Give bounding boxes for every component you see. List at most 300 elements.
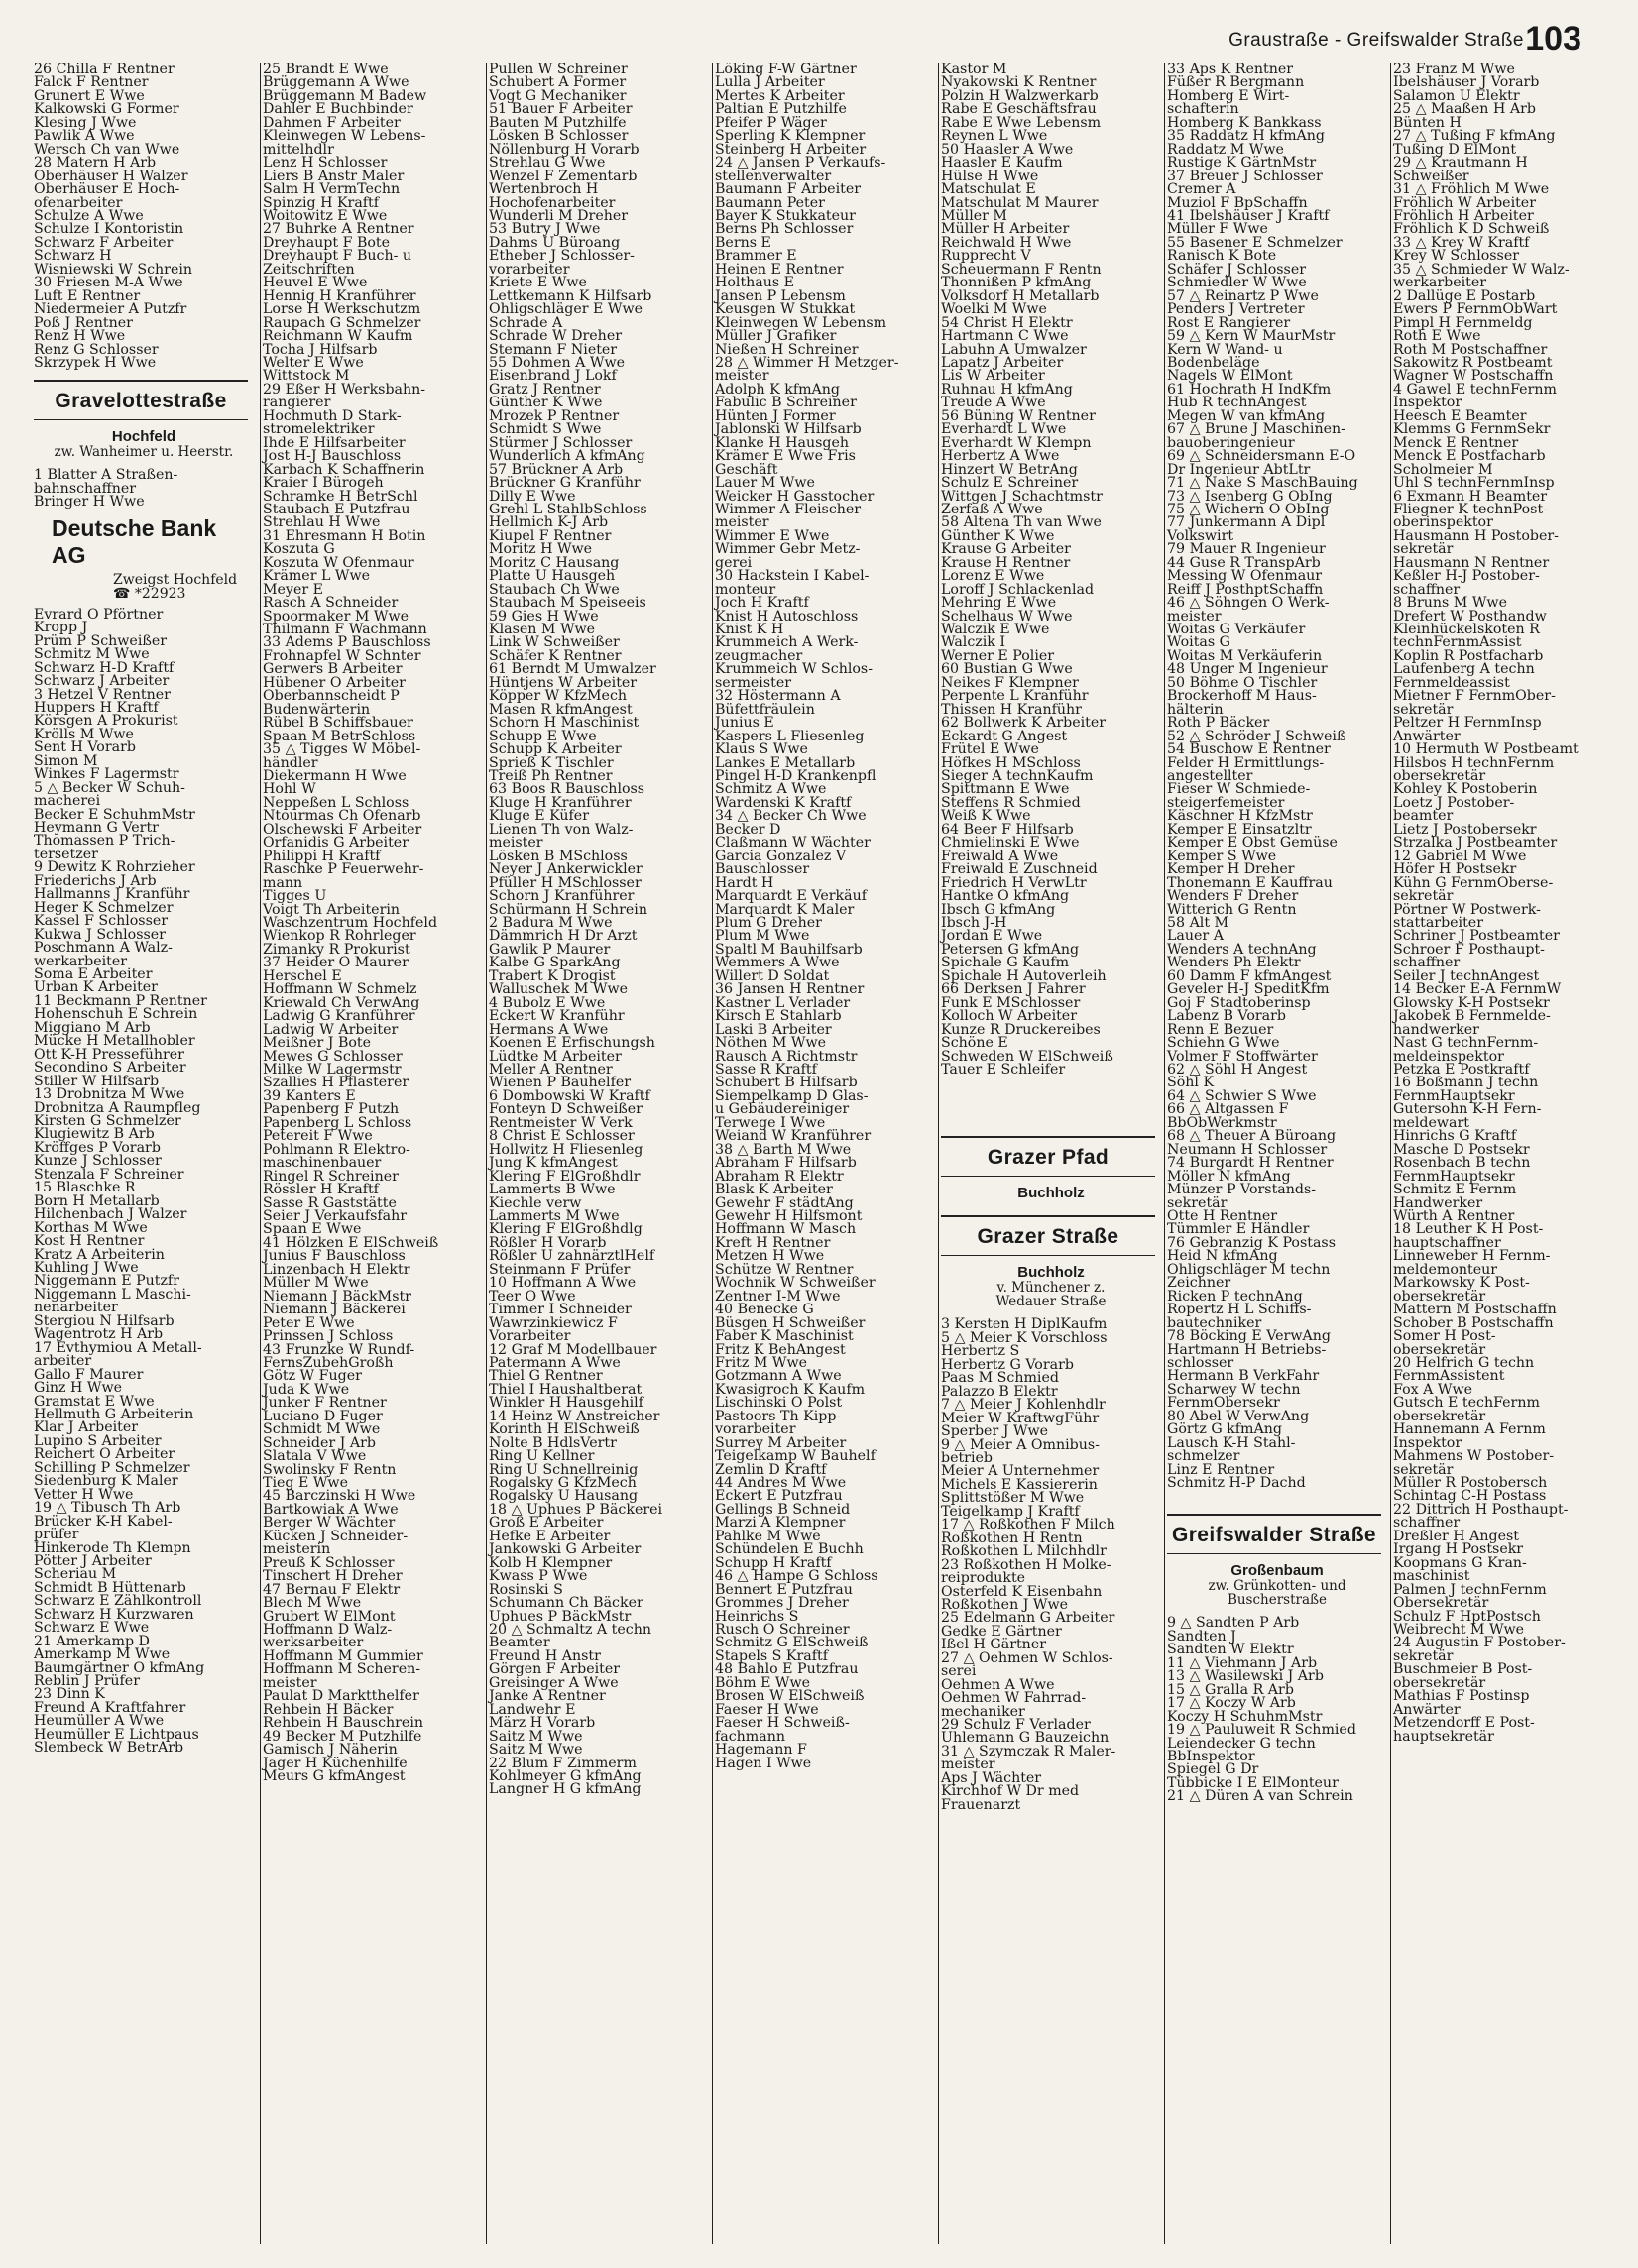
directory-entry: Wertenbroch H [489, 181, 599, 198]
directory-entry: Krey W Schlosser [1393, 248, 1520, 265]
directory-entry: meldewart [1393, 1114, 1469, 1131]
directory-entry: 10 Hermuth W Postbeamt [1393, 741, 1579, 758]
directory-entry: schafterin [1167, 101, 1239, 118]
directory-entry: Kleinwegen W Lebensm [715, 314, 887, 331]
directory-entry: Chmielinski E Wwe [941, 835, 1080, 851]
directory-entry: Brüggemann A Wwe [263, 74, 410, 91]
directory-entry: Menck E Rentner [1393, 434, 1519, 451]
directory-entry: Perpente L Kranführ [941, 688, 1089, 705]
directory-entry: Kaspers L Fliesenleg [715, 728, 865, 744]
directory-entry: Pimpl H Fernmeldg [1393, 314, 1533, 331]
directory-entry: Ruhnau H kfmAng [941, 381, 1073, 397]
directory-entry: obersekretär [1393, 1341, 1486, 1358]
directory-entry: Rössler H Kraftf [263, 1182, 379, 1198]
directory-entry: Niemann J BäckMstr [263, 1288, 411, 1304]
directory-entry: Skrzypek H Wwe [34, 354, 157, 371]
directory-entry: Menck E Postfacharb [1393, 448, 1546, 465]
directory-entry: Janke A Rentner [489, 1688, 606, 1705]
directory-entry: 60 Damm F kfmAngest [1167, 967, 1332, 984]
directory-entry: Labuhn A Umwalzer [941, 341, 1087, 358]
directory-entry: Secondino S Arbeiter [34, 1060, 186, 1077]
directory-entry: Schmiedler W Wwe [1167, 275, 1307, 291]
directory-entry: Diekermann H Wwe [263, 768, 407, 785]
directory-entry: Weicker H Gasstocher [715, 488, 875, 505]
directory-entry: Kern W Wand- u [1167, 341, 1283, 358]
directory-entry: Schweißer [1393, 168, 1469, 184]
directory-entry: Brückner G Kranführ [489, 475, 641, 492]
directory-entry: Bartkowiak A Wwe [263, 1501, 399, 1518]
directory-entry: Löking F-W Gärtner [715, 63, 857, 77]
entry-list [34, 606, 254, 1757]
directory-entry: Oberbannscheidt P [263, 688, 400, 705]
directory-entry: Friederichs J Arb [34, 872, 157, 889]
directory-entry: Hoffmann D Walz- [263, 1622, 393, 1639]
directory-entry: nenarbeiter [34, 1300, 118, 1316]
entry-list [34, 63, 254, 370]
directory-entry: Dr Ingenieur AbtLtr [1167, 461, 1311, 478]
directory-entry: Lupino S Arbeiter [34, 1432, 162, 1449]
directory-entry: Kwass P Wwe [489, 1568, 588, 1585]
directory-entry: Lüdtke M Arbeiter [489, 1048, 622, 1065]
directory-entry: Wardenski K Kraftf [715, 794, 852, 811]
directory-entry: Reiff J PosthptSchaffn [1167, 581, 1324, 598]
directory-entry: Klaus S Wwe [715, 741, 808, 758]
directory-entry: Michels E Kassiererin [941, 1476, 1098, 1493]
directory-entry: 58 Altena Th van Wwe [941, 514, 1102, 531]
directory-entry: 60 Bustian G Wwe [941, 661, 1073, 678]
directory-entry: Büsgen H Schweißer [715, 1314, 866, 1331]
directory-entry: Abraham F Hilfsarb [715, 1155, 857, 1172]
directory-entry: 22 Blum F Zimmerm [489, 1755, 637, 1771]
directory-entry: Raddatz M Wwe [1167, 141, 1284, 158]
directory-entry: Matschulat M Maurer [941, 194, 1099, 211]
directory-entry: Anwärter [1393, 1701, 1461, 1718]
directory-entry: Pörtner W Postwerk- [1393, 901, 1541, 918]
directory-entry: Jordan E Wwe [941, 928, 1043, 945]
directory-entry: Gamisch J Näherin [263, 1742, 398, 1758]
directory-entry: 43 Frunzke W Rundf- [263, 1341, 415, 1358]
directory-entry: 15 Blaschke R [34, 1180, 136, 1196]
directory-entry: Uhl S technFernmInsp [1393, 475, 1555, 492]
directory-entry: Koszuta G [263, 541, 335, 558]
directory-entry: Masen R kfmAngest [489, 701, 633, 718]
directory-entry: 45 Barczinski H Wwe [263, 1488, 416, 1505]
directory-entry: Matschulat E [941, 181, 1036, 198]
directory-entry: Krölls M Wwe [34, 726, 134, 742]
directory-entry: schaffner [1393, 581, 1461, 598]
directory-entry: Schmitz E Fernm [1393, 1182, 1517, 1198]
directory-entry: 14 Becker E-A FernmW [1393, 981, 1562, 998]
directory-entry: Heesch E Beamter [1393, 407, 1527, 424]
directory-entry: stromelektriker [263, 421, 375, 438]
directory-entry: Kohley K Postoberin [1393, 781, 1538, 798]
directory-entry: 46 △ Hampe G Schloss [715, 1568, 878, 1585]
bank-branch: Zweigst Hochfeld [113, 571, 238, 588]
directory-entry: vorarbeiter [489, 261, 570, 278]
directory-entry: FernmHauptsekr [1393, 1168, 1515, 1185]
directory-entry: Juda K Wwe [263, 1381, 350, 1398]
directory-entry: Lulla J Arbeiter [715, 74, 825, 91]
directory-entry: Hohenschuh E Schrein [34, 1006, 198, 1023]
directory-entry: Kratz A Arbeiterin [34, 1246, 165, 1263]
directory-entry: Frütel E Wwe [941, 741, 1039, 758]
directory-entry: Spiegel G Dr [1167, 1761, 1259, 1778]
directory-entry: Schürmann H Schrein [489, 901, 647, 918]
directory-entry: Heuvel E Wwe [263, 275, 368, 291]
directory-entry: Ropertz H L Schiffs- [1167, 1302, 1312, 1318]
directory-entry: 33 Aps K Rentner [1167, 63, 1294, 77]
directory-entry: Masche D Postsekr [1393, 1141, 1530, 1158]
directory-entry: 61 Hochrath H IndKfm [1167, 381, 1332, 397]
directory-entry: Everhardt L Wwe [941, 421, 1067, 438]
directory-entry: Bodenbeläge [1167, 354, 1260, 371]
directory-entry: Thissen H Kranführ [941, 701, 1082, 718]
directory-entry: Meller A Rentner [489, 1061, 613, 1077]
directory-entry: Plum M Wwe [715, 928, 810, 945]
directory-entry: Kluge E Küfer [489, 808, 589, 825]
directory-entry: 4 Bubolz E Wwe [489, 994, 606, 1011]
directory-entry: Budenwärterin [263, 701, 371, 718]
directory-entry: Weiß K Wwe [941, 808, 1031, 825]
directory-entry: Meyer E [263, 581, 323, 598]
directory-entry: 40 Benecke G [715, 1302, 814, 1318]
street-heading-grazer-pfad: Grazer Pfad [941, 1136, 1155, 1177]
directory-entry: Heinrichs S [715, 1608, 799, 1625]
directory-entry: Berger W Wächter [263, 1515, 396, 1531]
directory-entry: Wenders A technAng [1167, 941, 1317, 958]
directory-entry: Schupp K Arbeiter [489, 741, 622, 758]
directory-entry: 73 △ Isenberg G ObIng [1167, 488, 1333, 505]
directory-entry: Joch H Kraftf [715, 595, 809, 612]
directory-entry: Palazzo B Elektr [941, 1383, 1058, 1400]
directory-entry: Höfer H Postsekr [1393, 861, 1517, 878]
directory-entry: Vorarbeiter [489, 1328, 571, 1345]
directory-entry: Markowsky K Post- [1393, 1275, 1530, 1292]
directory-entry: Moritz C Hausang [489, 554, 620, 571]
directory-entry: 24 Augustin F Postober- [1393, 1635, 1566, 1651]
directory-entry: Lietz J Postobersekr [1393, 821, 1537, 838]
directory-entry: Ott K-H Presseführer [34, 1046, 184, 1063]
directory-entry: serei [941, 1663, 977, 1680]
directory-entry: Ohligschläger E Wwe [489, 301, 644, 318]
directory-entry: Thilmann F Wachmann [263, 622, 427, 638]
directory-entry: Schorn H Maschinist [489, 715, 640, 732]
directory-entry: Dahms U Büroang [489, 234, 621, 251]
directory-entry: Schäfer K Rentner [489, 647, 622, 664]
directory-entry: Wenzel F Zementarb [489, 168, 638, 184]
directory-entry: Tocha J Hilfsarb [263, 341, 378, 358]
directory-entry: Steinberg H Arbeiter [715, 141, 867, 158]
directory-entry: Hantke O kfmAng [941, 888, 1070, 905]
directory-entry: Schelhaus W Wwe [941, 608, 1073, 624]
directory-entry: u Gebäudereiniger [715, 1101, 850, 1118]
directory-entry: Lenz H Schlosser [263, 155, 388, 171]
directory-entry: Hefke E Arbeiter [489, 1528, 611, 1544]
entry-list [1167, 1617, 1387, 1803]
directory-entry: Schupp H Kraftf [715, 1554, 832, 1571]
directory-entry: Rusch O Schreiner [715, 1622, 850, 1639]
directory-entry: Strzalka J Postbeamter [1393, 835, 1558, 851]
directory-entry: Gratz J Rentner [489, 381, 601, 397]
directory-entry: 48 Unger M Ingenieur [1167, 661, 1328, 678]
directory-entry: Reblin J Prüfer [34, 1673, 140, 1690]
directory-entry: Terwege I Wwe [715, 1114, 826, 1131]
directory-entry: 18 Leuther K H Post- [1393, 1221, 1544, 1238]
directory-entry: Hausmann H Postober- [1393, 527, 1559, 544]
directory-entry: Handwerker [1393, 1194, 1483, 1211]
directory-entry: Bayer K Stukkateur [715, 207, 856, 224]
directory-entry: handwerker [1393, 1021, 1479, 1038]
directory-entry: 54 Buschow E Rentner [1167, 741, 1331, 758]
directory-entry: Kreft H Rentner [715, 1234, 831, 1251]
directory-entry: Korthas M Wwe [34, 1219, 148, 1236]
directory-entry: Plum G Dreher [715, 915, 822, 931]
directory-entry: Bauten M Putzhilfe [489, 114, 627, 131]
directory-entry: Inspektor [1393, 1434, 1462, 1451]
directory-entry: Reichmann W Kaufm [263, 328, 413, 345]
directory-entry: Weibrecht M Wwe [1393, 1622, 1525, 1639]
directory-entry: meisterin [263, 1541, 331, 1558]
directory-entry: 2 Dallüge E Postarb [1393, 287, 1536, 304]
directory-entry: Renz H Wwe [34, 328, 126, 345]
directory-entry: 52 △ Schröder J Schweiß [1167, 728, 1346, 744]
directory-entry: Thomassen P Trich- [34, 833, 176, 850]
directory-entry: 58 Alt M [1167, 915, 1229, 931]
directory-entry: Kalbe G SparkAng [489, 955, 621, 971]
directory-entry: Hoffmann W Masch [715, 1221, 857, 1238]
directory-entry: Hinrichs G Kraftf [1393, 1128, 1517, 1145]
directory-entry: 14 Heinz W Anstreicher [489, 1408, 660, 1424]
directory-entry: Claßmann W Wächter [715, 835, 871, 851]
directory-entry: Gewehr F städtAng [715, 1194, 854, 1211]
directory-entry: Gutsch E techFernm [1393, 1395, 1540, 1412]
entry-list [1167, 63, 1387, 1490]
directory-entry: Klanke H Hausgeh [715, 434, 849, 451]
directory-entry: Homberg E Wirt- [1167, 87, 1290, 104]
directory-entry: schmelzer [1167, 1448, 1240, 1465]
directory-entry: Buschmeier B Post- [1393, 1661, 1533, 1678]
directory-entry: Hagen I Wwe [715, 1755, 812, 1771]
directory-entry: Rößler U zahnärztlHelf [489, 1248, 655, 1265]
directory-entry: Kleinhückelskoten R [1393, 622, 1540, 638]
directory-entry: Sasse R Kraftf [715, 1061, 817, 1077]
directory-entry: Haasler E Kaufm [941, 155, 1063, 171]
directory-entry: Messing W Ofenmaur [1167, 568, 1323, 585]
directory-entry: 18 △ Uphues P Bäckerei [489, 1501, 663, 1518]
directory-entry: Landwehr E [489, 1701, 576, 1718]
directory-entry: Metzendorff E Post- [1393, 1715, 1535, 1732]
directory-entry: Rosinski S [489, 1581, 563, 1598]
directory-entry: Rabe E Geschäftsfrau [941, 101, 1097, 118]
directory-entry: werksarbeiter [263, 1635, 364, 1651]
directory-entry: Fröhlich H Arbeiter [1393, 207, 1534, 224]
directory-entry: Schiehn G Wwe [1167, 1035, 1280, 1052]
directory-entry: Hünten J Former [715, 407, 836, 424]
directory-entry: Görtz G kfmAng [1167, 1421, 1282, 1438]
directory-entry: 38 △ Barth M Wwe [715, 1141, 852, 1158]
directory-entry: Hülse H Wwe [941, 168, 1039, 184]
directory-entry: Niedermeier A Putzfr [34, 301, 187, 318]
directory-entry: 34 △ Becker Ch Wwe [715, 808, 867, 825]
directory-entry: Wunderlich A kfmAng [489, 448, 645, 465]
directory-entry: Blask K Arbeiter [715, 1182, 833, 1198]
directory-entry: Linz E Rentner [1167, 1461, 1275, 1478]
directory-entry: Woitas M Verkäuferin [1167, 647, 1323, 664]
directory-entry: Faeser H Schweiß- [715, 1715, 850, 1732]
directory-entry: Bringer H Wwe [34, 494, 145, 510]
directory-entry: Nießen H Schreiner [715, 341, 859, 358]
directory-entry: Seiler J technAngest [1393, 967, 1540, 984]
directory-columns [34, 63, 1604, 2254]
directory-entry: Dilly E Wwe [489, 488, 576, 505]
directory-entry: 5 △ Meier K Vorschloss [941, 1329, 1108, 1346]
directory-entry: werkarbeiter [34, 953, 128, 969]
directory-entry: Müller J Grafiker [715, 328, 837, 345]
directory-entry: Mattern M Postschaffn [1393, 1302, 1557, 1318]
directory-entry: Heger K Schmelzer [34, 899, 174, 916]
directory-entry: Fox A Wwe [1393, 1381, 1472, 1398]
directory-entry: Gramstat E Wwe [34, 1393, 155, 1410]
directory-entry: Brockerhoff M Haus- [1167, 688, 1317, 705]
directory-entry: Lösken B MSchloss [489, 848, 628, 864]
directory-entry: Pötter J Arbeiter [34, 1552, 152, 1569]
directory-entry: Fröhlich W Arbeiter [1393, 194, 1536, 211]
directory-entry: Niemann J Bäckerei [263, 1302, 406, 1318]
directory-entry: 35 Raddatz H kfmAng [1167, 128, 1325, 145]
directory-entry: Heid N kfmAng [1167, 1248, 1278, 1265]
directory-entry: Langner H G kfmAng [489, 1781, 642, 1798]
directory-entry: Sperber J Wwe [941, 1423, 1049, 1440]
directory-entry: Paltian E Putzhilfe [715, 101, 847, 118]
directory-entry: 25 △ Maaßen H Arb [1393, 101, 1536, 118]
directory-entry: Ibsch J-H [941, 915, 1007, 931]
directory-entry: Hollwitz H Fliesenleg [489, 1141, 644, 1158]
directory-entry: Poschmann A Walz- [34, 940, 173, 957]
directory-entry: Blech M Wwe [263, 1595, 362, 1612]
directory-entry: 30 Hackstein I Kabel- [715, 568, 870, 585]
directory-entry: Fliegner K technPost- [1393, 501, 1548, 517]
directory-entry: Würth A Rentner [1393, 1207, 1515, 1224]
directory-entry: Lapatz J Arbeiter [941, 354, 1064, 371]
directory-entry: Junker F Rentner [263, 1395, 387, 1412]
directory-entry: Oberhäuser H Walzer [34, 168, 188, 184]
directory-entry: Kirchhof W Dr med [941, 1783, 1080, 1800]
directory-entry: Somer H Post- [1393, 1328, 1496, 1345]
column-6 [1164, 63, 1387, 2244]
directory-entry: Teigelkamp J Kraftf [941, 1503, 1080, 1520]
directory-entry: Neikes F Klempner [941, 674, 1079, 691]
entry-list [941, 63, 1161, 1077]
directory-entry: Heinen E Rentner [715, 261, 844, 278]
directory-entry: 66 Derksen J Fahrer [941, 981, 1086, 998]
directory-entry: Paulat D Marktthelfer [263, 1688, 419, 1705]
directory-entry: Herschel E [263, 967, 342, 984]
directory-entry: 29 Eßer H Werksbahn- [263, 381, 426, 397]
directory-entry: Büfettfräulein [715, 701, 815, 718]
directory-entry: Kunze J Schlosser [34, 1153, 162, 1170]
directory-entry: Höfkes H MSchloss [941, 754, 1081, 771]
directory-entry: 2 Badura M Wwe [489, 915, 613, 931]
directory-entry: Urban K Arbeiter [34, 979, 158, 996]
directory-entry: hälterin [1167, 701, 1224, 718]
directory-entry: Salm H VermTechn [263, 181, 401, 198]
directory-entry: reiprodukte [941, 1570, 1026, 1587]
directory-entry: Fabulic B Schreiner [715, 395, 857, 411]
directory-entry: Slatala V Wwe [263, 1448, 367, 1465]
directory-entry: Hochmuth D Stark- [263, 407, 402, 424]
directory-entry: Kolb H Klempner [489, 1554, 613, 1571]
directory-entry: 51 Bauer F Arbeiter [489, 101, 633, 118]
directory-entry: 5 △ Becker W Schuh- [34, 779, 185, 796]
directory-entry: Freiwald E Zuschneid [941, 861, 1098, 878]
directory-entry: Fernmeldeassist [1393, 674, 1510, 691]
directory-entry: Wimmer A Fleischer- [715, 501, 866, 517]
district-label: Buchholz [1017, 1185, 1085, 1202]
directory-entry: Kassel F Schlosser [34, 913, 169, 930]
directory-entry: Hellmuth G Arbeiterin [34, 1406, 194, 1422]
directory-entry: Günther K Wwe [489, 395, 603, 411]
directory-entry: 50 Böhme O Tischler [1167, 674, 1318, 691]
directory-entry: Wisniewski W Schrein [34, 261, 193, 278]
directory-entry: obersekretär [1393, 1288, 1486, 1304]
directory-entry: Hinkerode Th Klempn [34, 1539, 191, 1556]
directory-entry: Treude A Wwe [941, 395, 1046, 411]
directory-entry: Wittgen J Schachtmstr [941, 488, 1103, 505]
directory-entry: Mahmens W Postober- [1393, 1448, 1555, 1465]
directory-entry: Pawlik A Wwe [34, 128, 135, 145]
directory-entry: 55 Dohmen A Wwe [489, 354, 625, 371]
directory-entry: Lorse H Werkschutzm [263, 301, 421, 318]
directory-entry: Stenzala F Schreiner [34, 1166, 184, 1183]
directory-entry: Pingel H-D Krankenpfl [715, 768, 877, 785]
directory-entry: 78 Böcking E VerwAng [1167, 1328, 1331, 1345]
directory-entry: Spaan M BetrSchloss [263, 728, 416, 744]
directory-entry: monteur [715, 581, 776, 598]
directory-entry: 23 Roßkothen H Molke- [941, 1556, 1112, 1573]
directory-entry: Ewers P FernmObWart [1393, 301, 1558, 318]
directory-entry: 23 Dinn K [34, 1686, 105, 1703]
district-label: Großenbaum [1230, 1562, 1324, 1580]
directory-entry: Karbach K Schaffnerin [263, 461, 425, 478]
directory-entry: Kalkowski G Former [34, 101, 179, 118]
directory-entry: Wawrzinkiewicz F [489, 1314, 618, 1331]
directory-entry: Woelki M Wwe [941, 301, 1047, 318]
directory-entry: Schwarz H-D Kraftf [34, 659, 175, 676]
directory-entry: Tigges U [263, 888, 327, 905]
directory-entry: Leiendecker G techn [1167, 1735, 1316, 1752]
directory-entry: meister [941, 1757, 995, 1773]
street-heading-greifswalder-strasse: Greifswalder Straße [1167, 1514, 1381, 1554]
directory-entry: technFernmAssist [1393, 634, 1522, 651]
directory-entry: 35 △ Schmieder W Walz- [1393, 261, 1570, 278]
directory-entry: Rehbein H Bauschrein [263, 1715, 423, 1732]
directory-entry: FernmHauptsekr [1393, 1087, 1515, 1104]
directory-entry: mann [263, 874, 303, 891]
directory-entry: Freiwald A Wwe [941, 848, 1059, 864]
directory-entry: Tinschert H Dreher [263, 1568, 403, 1585]
directory-entry: meldeinspektor [1393, 1048, 1504, 1065]
directory-entry: Soma E Arbeiter [34, 966, 153, 983]
directory-entry: 33 Adems P Bauschloss [263, 634, 431, 651]
directory-entry: sekretär [1393, 1647, 1454, 1664]
directory-entry: Link W Schweißer [489, 634, 620, 651]
directory-entry: Krause G Arbeiter [941, 541, 1071, 558]
directory-entry: hauptschaffner [1393, 1234, 1501, 1251]
directory-entry: Hannemann A Fernm [1393, 1421, 1546, 1438]
directory-entry: 57 △ Reinartz P Wwe [1167, 287, 1319, 304]
directory-entry: Szallies H Pflasterer [263, 1075, 410, 1091]
directory-entry: beamter [1393, 808, 1454, 825]
